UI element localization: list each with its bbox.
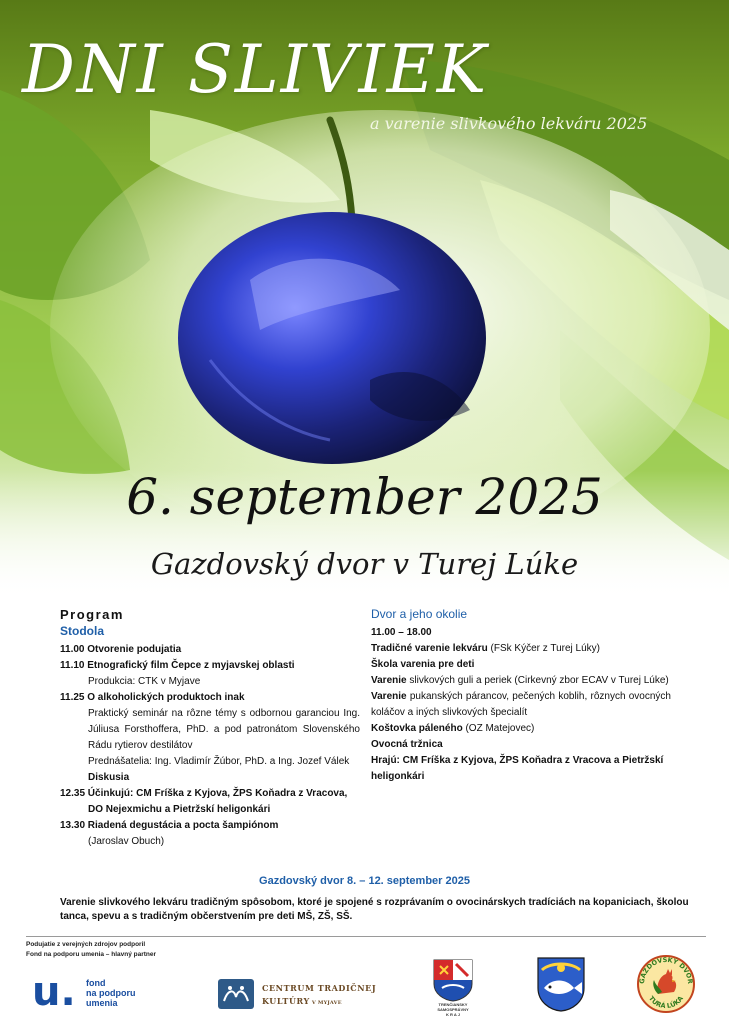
gazdovsky-description: Varenie slivkového lekváru tradičným spôsobom, ktoré je spojené s rozprávaním o ovocinárskych tradíciách na kopaniciach, školou tanca, spevu a s tradičným občerstvením pre deti MŠ, ZŠ, SŠ. [60,897,689,922]
support-line: Fond na podporu umenia – hlavný partner [26,951,157,958]
program-item: Ovocná tržnica [371,739,443,750]
tsk-caption: TRENČIANSKY SAMOSPRÁVNY K R A J [437,1002,469,1017]
tura-luka-crest [536,956,586,1012]
tsk-logo [432,958,474,1018]
rooster-logo-icon [636,954,696,1014]
svg-text:GAZDOVSKÝ DVOR: GAZDOVSKÝ DVOR [637,955,695,985]
program-item: 11.00 – 18.00 [371,627,432,638]
event-date: 6. september 2025 [126,468,603,526]
ctk-logo [218,979,378,1013]
program-item-detail: Praktický seminár na rôzne témy s odbornou garanciou Ing. Júliusa Forsthoffera, PhD. a pod patronátom Slovenského Rádu rytierov destilátov [88,708,360,751]
subtitle: a varenie slivkového lekváru 2025 [370,114,648,133]
program-item: Tradičné varenie lekváru (FSk Kýčer z Turej Lúky) [371,643,600,654]
program-dvor [371,606,671,785]
support-line: Podujatie z verejných zdrojov podporil [26,941,146,948]
stodola-heading: Stodola [60,624,104,638]
fish-crest-icon [536,956,586,1012]
program-item: DO Nejexmichu a Pietržskí heligonkári [88,804,271,815]
program-item: Varenie pukanských párancov, pečených koblih, rôznych ovocných koláčov a iných slivkových špecialít [371,691,671,718]
program-item: heligonkári [371,771,425,782]
page-title: DNI SLIVIEK [22,31,489,108]
footer-divider [26,936,706,937]
event-venue: Gazdovský dvor v Turej Lúke [150,547,579,581]
fpu-logo-mark: u. [32,969,76,1015]
program-item: Škola varenia pre deti [371,659,475,670]
program-item: Varenie slivkových guli a periek (Cirkevný zbor ECAV v Turej Lúke) [371,675,669,686]
program-item: 11.10 Etnografický film Čepce z myjavskej oblasti [60,660,295,671]
fpu-logo-text: fond na podporu umenia [86,978,136,1008]
gazdovsky-title: Gazdovský dvor 8. – 12. september 2025 [259,875,470,887]
program-item-detail: Diskusia [88,772,130,783]
dvor-heading: Dvor a jeho okolie [371,607,468,621]
ctk-logo-line2: KULTÚRY V MYJAVE [262,996,342,1006]
ctk-emblem-icon [218,979,254,1009]
ctk-logo-line1: CENTRUM TRADIČNEJ [262,983,377,993]
program-item: 13.30 Riadená degustácia a pocta šampiónom [60,820,279,831]
program-item: 12.35 Účinkujú: CM Fríška z Kyjova, ŽPS Koňadra z Vracova, [60,788,348,799]
program-item: Koštovka páleného (OZ Matejovec) [371,723,535,734]
program-item-detail: (Jaroslav Obuch) [88,836,165,847]
program-item-detail: Prednášatelia: Ing. Vladimír Žúbor, PhD. a Ing. Jozef Válek [88,756,350,767]
program-stodola [60,606,360,850]
gazdovsky-dvor-logo [636,954,696,1014]
program-heading: Program [60,607,124,622]
program-item: 11.25 O alkoholických produktoch inak [60,692,245,703]
svg-text:TURÁ LÚKA: TURÁ LÚKA [647,994,685,1011]
program-item: 11.00 Otvorenie podujatia [60,644,182,655]
program-item-detail: Produkcia: CTK v Myjave [88,676,201,687]
tsk-crest-icon [432,958,474,1002]
program-item: Hrajú: CM Fríška z Kyjova, ŽPS Koňadra z Vracova a Pietržskí [371,755,664,766]
fpu-logo [32,969,182,1016]
